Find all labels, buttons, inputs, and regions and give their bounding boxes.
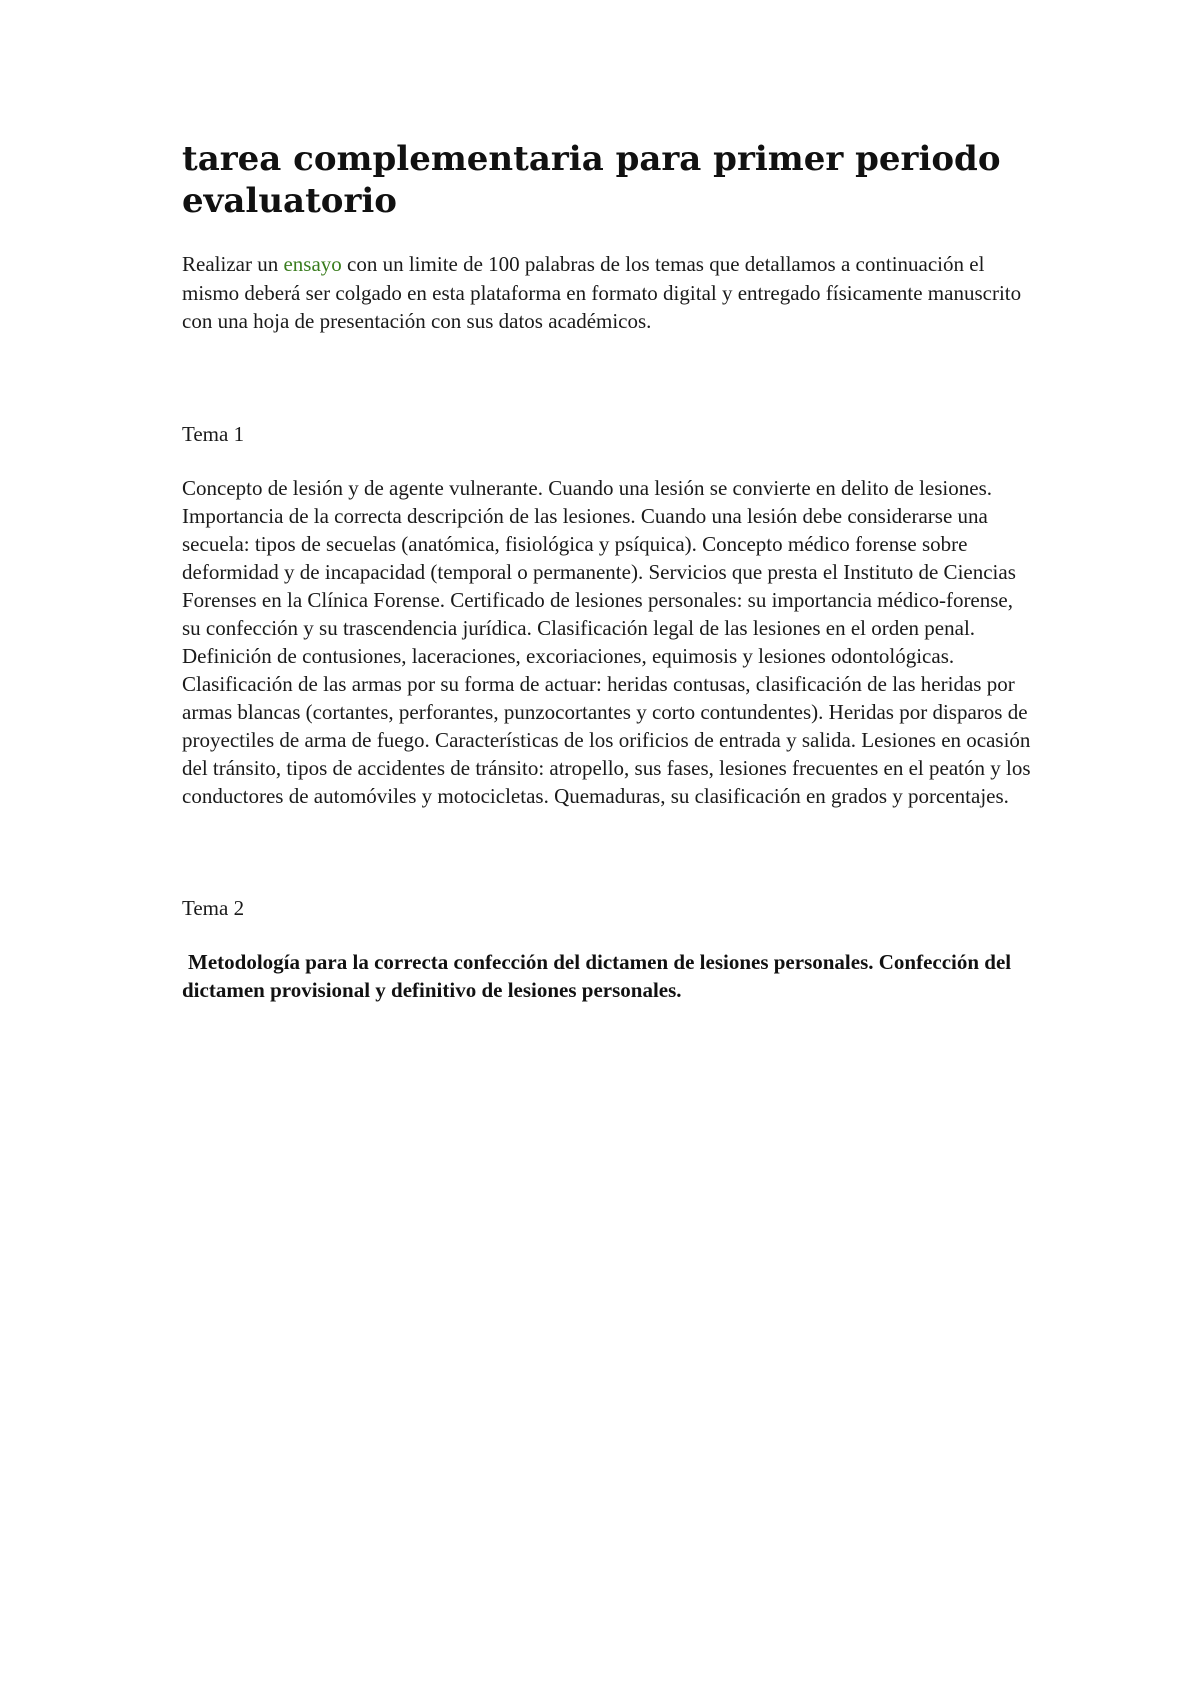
tema2-body: Metodología para la correcta confección del dictamen de lesiones personales. Confección del dictamen provisional y definitivo de lesiones personales. bbox=[182, 949, 1012, 1002]
ensayo-link[interactable]: ensayo bbox=[283, 252, 342, 276]
tema1-body: Concepto de lesión y de agente vulnerante. Cuando una lesión se convierte en delito de lesiones. Importancia de la correcta descripción de las lesiones. Cuando una lesión debe considerarse una secuela: tipos de secuelas (anatómica, fisiológica y psíquica). Concepto médico forense sobre deformidad y de incapacidad (temporal o permanente). Servicios que presta el Instituto de Ciencias Forenses en la Clínica Forense. Certificado de lesiones personales: su importancia médico-forense, su confección y su trascendencia jurídica. Clasificación legal de las lesiones en el orden penal. Definición de contusiones, laceraciones, excoriaciones, equimosis y lesiones odontológicas. Clasificación de las armas por su forma de actuar: heridas contusas, clasificación de las heridas por armas blancas (cortantes, perforantes, punzocortantes y corto contundentes). Heridas por disparos de proyectiles de arma de fuego. Características de los orificios de entrada y salida. Lesiones en ocasión del tránsito, tipos de accidentes de tránsito: atropello, sus fases, lesiones frecuentes en el peatón y los conductores de automóviles y motocicletas. Quemaduras, su clasificación en grados y porcentajes. bbox=[182, 475, 1031, 808]
document-title: tarea complementaria para primer periodo evaluatorio bbox=[182, 139, 1001, 221]
tema1-heading: Tema 1 bbox=[182, 421, 245, 446]
intro-text-end: con un limite de 100 palabras de los temas que detallamos a continuación el mismo deberá ser colgado en esta plataforma en formato digital y entregado físicamente manuscrito con una hoja de presentación con sus datos académicos. bbox=[182, 252, 1022, 333]
tema2-heading: Tema 2 bbox=[182, 895, 245, 920]
intro-text-start: Realizar un bbox=[182, 252, 284, 276]
document-page bbox=[182, 138, 1032, 1004]
intro-paragraph bbox=[182, 250, 1032, 336]
